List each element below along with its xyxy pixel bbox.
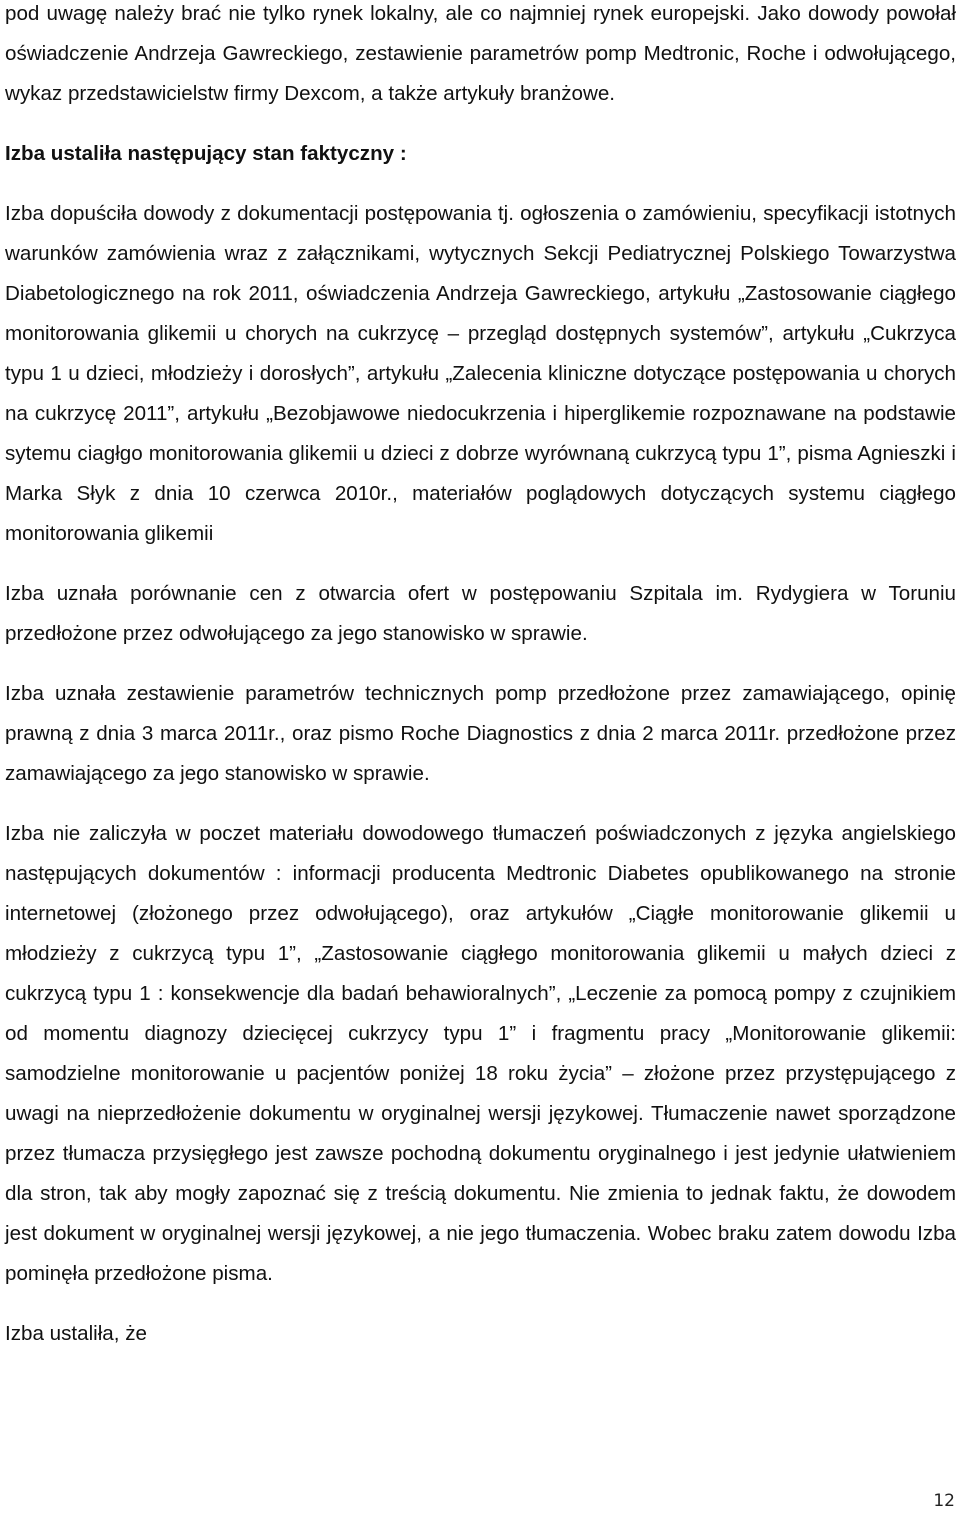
page-number: 12 — [933, 1491, 955, 1511]
paragraph-price-comparison: Izba uznała porównanie cen z otwarcia ofert w postępowaniu Szpitala im. Rydygiera w Toruniu przedłożone przez odwołującego za jego stanowisko w sprawie. — [5, 582, 956, 645]
paragraph-findings-start: Izba ustaliła, że — [5, 1322, 147, 1345]
paragraph-evidence-intro: pod uwagę należy brać nie tylko rynek lokalny, ale co najmniej rynek europejski. Jako dowody powołał oświadczenie Andrzeja Gawreckiego, zestawienie parametrów pomp Medtronic, Roche i odwołującego, wykaz przedstawicielstw firmy Dexcom, a także artykuły branżowe. — [5, 2, 956, 105]
paragraph-technical-parameters: Izba uznała zestawienie parametrów technicznych pomp przedłożone przez zamawiającego, opinię prawną z dnia 3 marca 2011r., oraz pismo Roche Diagnostics z dnia 2 marca 2011r. przedłożone przez zamawiającego za jego stanowisko w sprawie. — [5, 682, 956, 785]
document-body — [5, 0, 956, 1354]
paragraph-admitted-evidence: Izba dopuściła dowody z dokumentacji postępowania tj. ogłoszenia o zamówieniu, specyfikacji istotnych warunków zamówienia wraz z załącznikami, wytycznych Sekcji Pediatrycznej Polskiego Towarzystwa Diabetologicznego na rok 2011, oświadczenia Andrzeja Gawreckiego, artykułu „Zastosowanie ciągłego monitorowania glikemii u chorych na cukrzycę – przegląd dostępnych systemów”, artykułu „Cukrzyca typu 1 u dzieci, młodzieży i dorosłych”, artykułu „Zalecenia kliniczne dotyczące postępowania u chorych na cukrzycę 2011”, artykułu „Bezobjawowe niedocukrzenia i hiperglikemie rozpoznawane na podstawie sytemu ciagłgo monitorowania glikemii u dzieci z dobrze wyrównaną cukrzycą typu 1”, pisma Agnieszki i Marka Słyk z dnia 10 czerwca 2010r., materiałów poglądowych dotyczących systemu ciągłego monitorowania glikemii — [5, 202, 956, 545]
paragraph-rejected-translations: Izba nie zaliczyła w poczet materiału dowodowego tłumaczeń poświadczonych z języka angielskiego następujących dokumentów : informacji producenta Medtronic Diabetes opublikowanego na stronie internetowej (złożonego przez odwołującego), oraz artykułów „Ciągłe monitorowanie glikemii u młodzieży z cukrzycą typu 1”, „Zastosowanie ciągłego monitorowania glikemii u małych dzieci z cukrzycą typu 1 : konsekwencje dla badań behawioralnych”, „Leczenie za pomocą pompy z czujnikiem od momentu diagnozy dziecięcej cukrzycy typu 1” i fragmentu pracy „Monitorowanie glikemii: samodzielne monitorowanie u pacjentów poniżej 18 roku życia” – złożone przez przystępującego z uwagi na nieprzedłożenie dokumentu w oryginalnej wersji językowej. Tłumaczenie nawet sporządzone przez tłumacza przysięgłego jest zawsze pochodną dokumentu oryginalnego i jest jedynie ułatwieniem dla stron, tak aby mogły zapoznać się z treścią dokumentu. Nie zmienia to jednak faktu, że dowodem jest dokument w oryginalnej wersji językowej, a nie jego tłumaczenia. Wobec braku zatem dowodu Izba pominęła przedłożone pisma. — [5, 822, 956, 1285]
section-heading-facts: Izba ustaliła następujący stan faktyczny : — [5, 142, 407, 165]
